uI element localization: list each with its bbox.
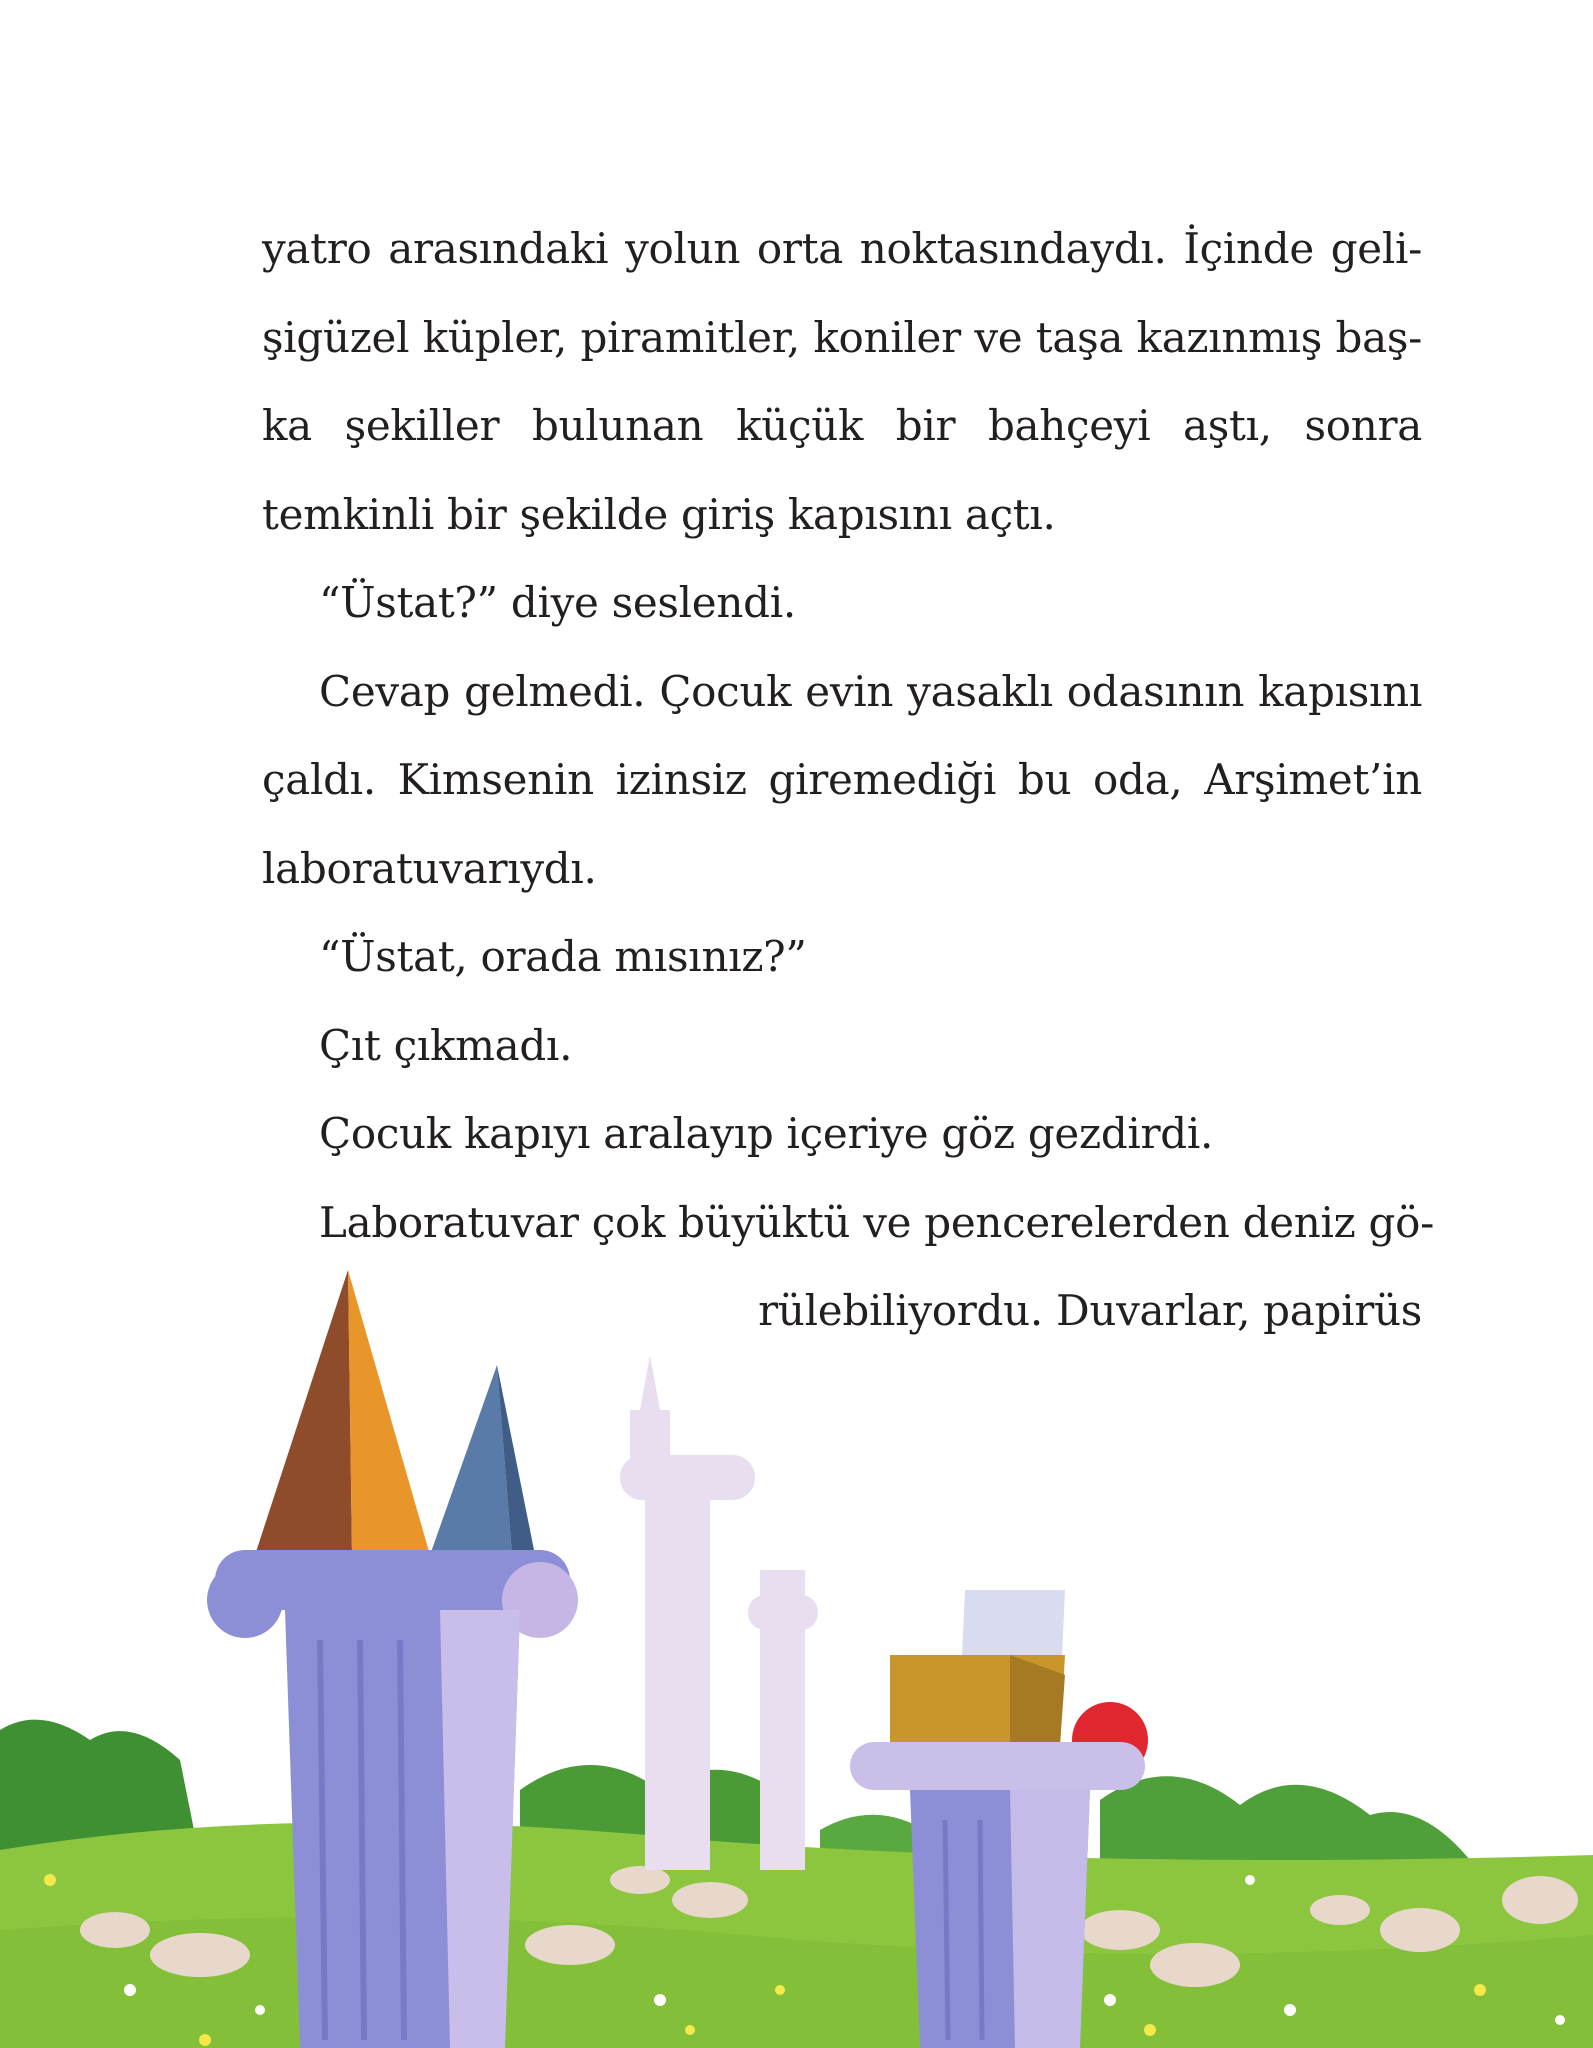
text-line: ka şekiller bulunan küçük bir bahçeyi aştı, sonra (262, 401, 1422, 450)
stones (80, 1866, 1578, 2003)
text-line: yatro arasındaki yolun orta noktasındaydı. İçinde geli- (262, 224, 1422, 273)
text-line: şigüzel küpler, piramitler, koniler ve taşa kazınmış baş- (262, 312, 1422, 362)
story-text (262, 205, 1435, 1356)
text-line: çaldı. Kimsenin izinsiz giremediği bu oda, Arşimet’in (262, 755, 1422, 804)
text-line: Laboratuvar çok büyüktü ve pencerelerden deniz gö- (319, 1197, 1435, 1247)
left-column (207, 1550, 578, 2048)
text-line: Çıt çıkmadı. (319, 1020, 573, 1070)
background-columns (620, 1355, 818, 1870)
grass (0, 1822, 1593, 2048)
right-column (850, 1590, 1148, 2048)
text-line: rülebiliyordu. Duvarlar, papirüs (758, 1286, 1422, 1335)
cone-shape (430, 1365, 535, 1555)
text-line: “Üstat, orada mısınız?” (319, 932, 807, 981)
text-line: “Üstat?” diye seslendi. (319, 578, 796, 627)
text-line: Cevap gelmedi. Çocuk evin yasaklı odasının kapısını (319, 666, 1422, 716)
text-line: temkinli bir şekilde giriş kapısını açtı. (262, 489, 1056, 539)
text-line: Çocuk kapıyı aralayıp içeriye göz gezdirdi. (319, 1109, 1214, 1158)
flowers (44, 1874, 1565, 2046)
bushes (0, 1720, 1470, 1900)
text-line: laboratuvarıydı. (262, 843, 597, 893)
